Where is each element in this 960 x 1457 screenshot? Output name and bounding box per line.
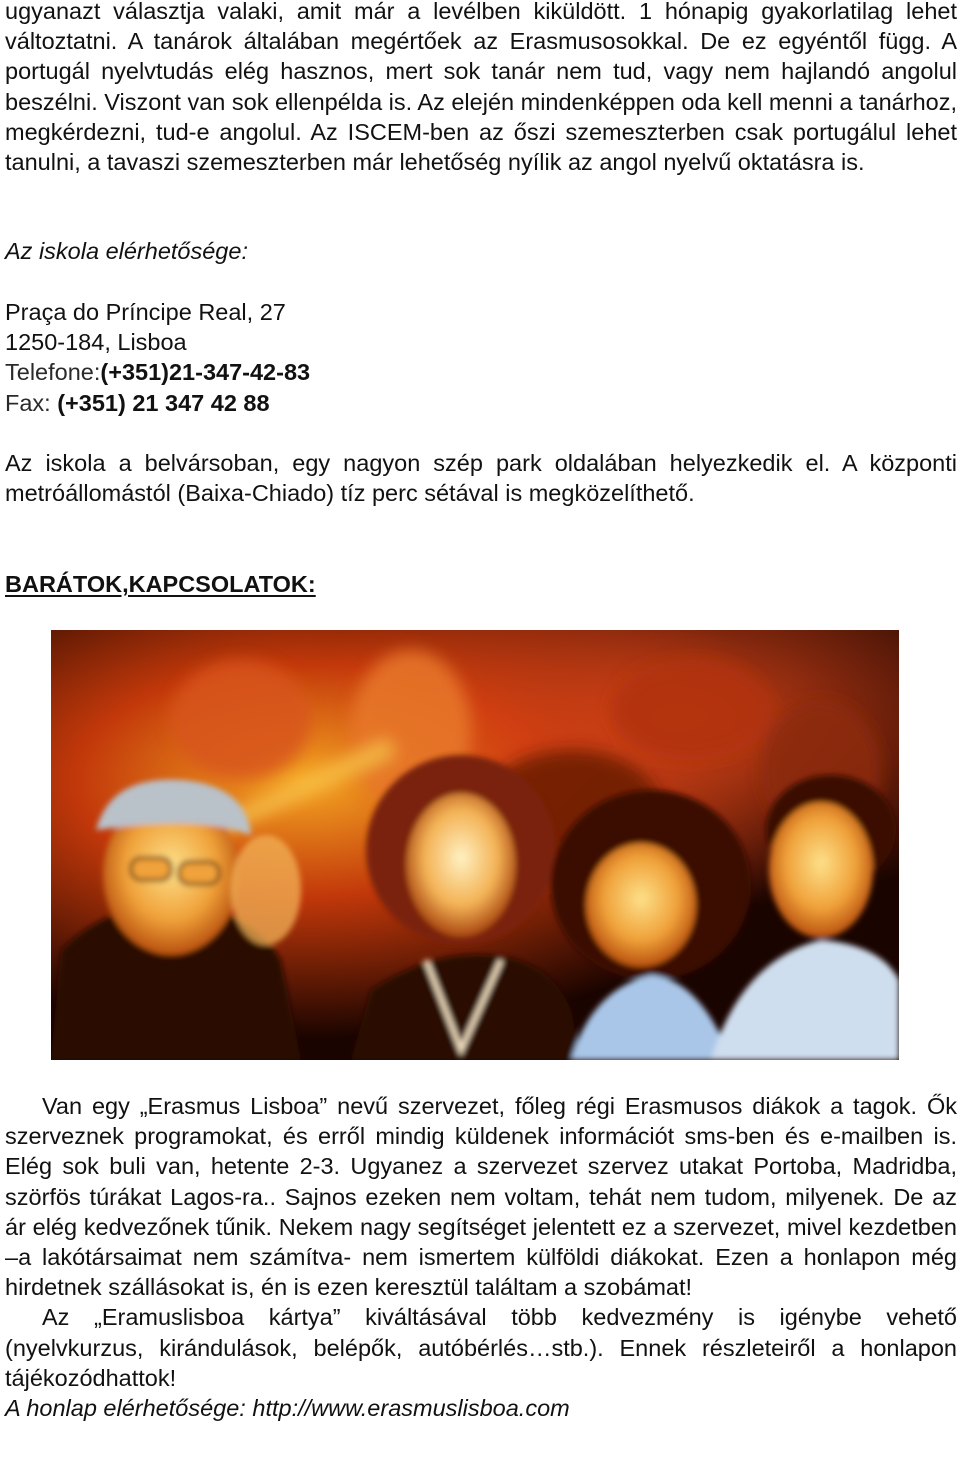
location-paragraph: Az iskola a belvársoban, egy nagyon szép park oldalában helyezkedik el. A központi metróállomástól (Baixa-Chiado) tíz perc sétával is megközelíthető. <box>5 450 957 507</box>
card-paragraph: Az „Eramuslisboa kártya” kiváltásával több kedvezmény is igénybe vehető (nyelvkurzus, kirándulások, belépők, autóbérlés…stb.). Ennek részleteiről a honlapon tájékozódhattok! <box>5 1304 957 1391</box>
fax-line <box>5 388 310 418</box>
erasmus-paragraph: Van egy „Erasmus Lisboa” nevű szervezet, főleg régi Erasmusos diákok a tagok. Ők szerveznek programokat, és erről mindig küldenek információt sms-ben és e-mailben is. Elég sok buli van, hetente 2-3. Ugyanez a szervezet szervez utakat Portoba, Madridba, szörfös túrákat Lagos-ra.. Sajnos ezeken nem voltam, tehát nem tudom, milyenek. De az ár elég kedvezőnek tűnik. Nekem nagy segítséget jelentett ez a szervezet, mivel kezdetben –a lakótársaimat nem számítva- nem ismertem külföldi diákokat. Ezen a honlapon még hirdetnek szállásokat is, én is ezen keresztül találtam a szobámat! <box>5 1093 957 1301</box>
phone-line <box>5 357 310 387</box>
fax-label: Fax: <box>5 389 58 416</box>
party-photo-illustration <box>51 630 899 1060</box>
phone-number: (+351)21-347-42-83 <box>100 359 311 386</box>
contact-heading: Az iskola elérhetősége: <box>5 238 248 264</box>
address-city: 1250-184, Lisboa <box>5 329 187 356</box>
fax-number: (+351) 21 347 42 88 <box>57 389 270 416</box>
phone-label: Telefone: <box>5 359 101 386</box>
bottom-section <box>5 1091 957 1423</box>
party-photo <box>51 630 899 1060</box>
section-heading: BARÁTOK,KAPCSOLATOK: <box>5 571 316 597</box>
website-line: A honlap elérhetősége: http://www.erasmuslisboa.com <box>5 1395 570 1422</box>
intro-paragraph: ugyanazt választja valaki, amit már a levélben kiküldött. 1 hónapig gyakorlatilag lehet változtatni. A tanárok általában megértőek az Erasmusosokkal. De ez egyéntől függ. A portugál nyelvtudás elég hasznos, mert sok tanár nem tud, vagy nem hajlandó angolul beszélni. Viszont van sok ellenpélda is. Az elején mindenképpen oda kell menni a tanárhoz, megkérdezni, tud-e angolul. Az ISCEM-ben az őszi szemeszterben csak portugálul lehet tanulni, a tavaszi szemeszterben már lehetőség nyílik az angol nyelvű oktatásra is. <box>5 0 957 176</box>
address-block <box>5 297 310 418</box>
address-street: Praça do Príncipe Real, 27 <box>5 299 286 325</box>
